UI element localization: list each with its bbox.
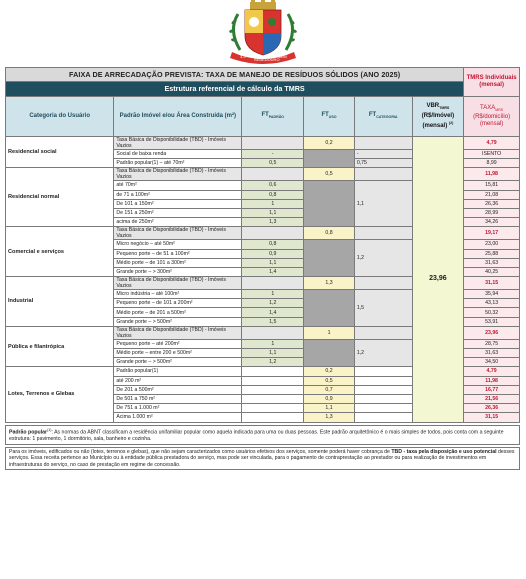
- ft-padrao-cell: 1,1: [242, 208, 304, 217]
- ft-categoria-cell: -: [354, 150, 412, 159]
- description-cell: Médio porte – entre 200 e 500m²: [114, 349, 242, 358]
- ft-categoria-cell: 1,5: [354, 290, 412, 327]
- description-cell: Médio porte – de 101 a 300m²: [114, 258, 242, 267]
- category-cell: Comercial e serviços: [6, 227, 114, 277]
- ft-padrao-cell: 1: [242, 199, 304, 208]
- ft-categoria-cell: [354, 404, 412, 413]
- description-cell: até 70m²: [114, 181, 242, 190]
- ft-uso-cell: 0,5: [304, 376, 355, 385]
- tmrs-cell: 28,99: [464, 208, 520, 217]
- tmrs-top-header: TMRS Individuais (mensal): [464, 68, 520, 97]
- description-cell: Pequeno porte – de 101 a 200m²: [114, 299, 242, 308]
- description-cell: De 101 a 150m²: [114, 199, 242, 208]
- ft-padrao-cell: [242, 376, 304, 385]
- description-cell: De 751 a 1.000 m²: [114, 404, 242, 413]
- ft-padrao-cell: 1,3: [242, 218, 304, 227]
- ft-padrao-cell: [242, 367, 304, 376]
- tmrs-cell: 31,15: [464, 277, 520, 290]
- description-cell: Grande porte – > 300m²: [114, 267, 242, 276]
- ft-padrao-cell: 0,6: [242, 181, 304, 190]
- ft-padrao-cell: 1: [242, 290, 304, 299]
- description-cell: Pequeno porte – até 200m²: [114, 339, 242, 348]
- ft-categoria-cell: [354, 413, 412, 422]
- ft-categoria-cell: 1,2: [354, 240, 412, 277]
- footnote-padrao-popular: Padrão popular$^{(1)}$: As normas da ABNT classificam a residência unifamiliar popular como aquela indicada para uma ou duas pessoas. Este padrão arquitetônico é o mais simples de todos, pois conta com a seguinte estrutura: 1 pavimento, 1 dormitório, sala, banheiro e cozinha.: [5, 425, 520, 445]
- category-cell: Residencial normal: [6, 168, 114, 227]
- description-cell: Social de baixa renda: [114, 150, 242, 159]
- description-cell: Micro indústria – até 100m²: [114, 290, 242, 299]
- svg-text:SEBEDOURO: SEBEDOURO: [254, 57, 280, 62]
- tmrs-cell: 50,32: [464, 308, 520, 317]
- description-cell: Padrão popular(1): [114, 367, 242, 376]
- description-cell: Taxa Básica de Disponibilidade (TBD) - Imóveis Vazios: [114, 137, 242, 150]
- header-categoria: Categoria do Usuário: [6, 97, 114, 137]
- ft-categoria-cell: [354, 367, 412, 376]
- svg-text:3-5: 3-5: [240, 54, 246, 59]
- description-cell: Grande porte – > 500m²: [114, 317, 242, 326]
- ft-padrao-cell: [242, 137, 304, 150]
- tmrs-cell: 40,25: [464, 267, 520, 276]
- tmrs-cell: 19,17: [464, 227, 520, 240]
- description-cell: Padrão popular(1) – até 70m²: [114, 159, 242, 168]
- crown-icon: [250, 0, 276, 10]
- tmrs-cell: 21,56: [464, 394, 520, 403]
- ft-padrao-cell: 1,4: [242, 308, 304, 317]
- ft-padrao-cell: [242, 394, 304, 403]
- category-cell: Lotes, Terrenos e Glebas: [6, 367, 114, 422]
- ft-uso-cell: [304, 181, 355, 227]
- ft-padrao-cell: [242, 168, 304, 181]
- tmrs-cell: 11,98: [464, 168, 520, 181]
- tmrs-cell: 21,08: [464, 190, 520, 199]
- tmrs-cell: 25,88: [464, 249, 520, 258]
- laurel-left-icon: [229, 14, 240, 50]
- ft-categoria-cell: [354, 376, 412, 385]
- ft-uso-cell: 0,2: [304, 367, 355, 376]
- ft-uso-cell: 0,2: [304, 137, 355, 150]
- laurel-right-icon: [286, 14, 297, 50]
- tmrs-cell: 28,75: [464, 339, 520, 348]
- ft-uso-cell: 1,3: [304, 277, 355, 290]
- tmrs-cell: 53,91: [464, 317, 520, 326]
- ft-padrao-cell: 0,9: [242, 249, 304, 258]
- tmrs-cell: ISENTO: [464, 150, 520, 159]
- ft-uso-cell: 1,3: [304, 413, 355, 422]
- ft-uso-cell: [304, 290, 355, 327]
- tmrs-cell: 34,50: [464, 358, 520, 367]
- tmrs-table: [5, 67, 520, 423]
- description-cell: Grande porte – > 500m²: [114, 358, 242, 367]
- table-title: FAIXA DE ARRECADAÇÃO PREVISTA: TAXA DE MANEJO DE RESÍDUOS SÓLIDOS (ANO 2025): [6, 68, 464, 82]
- ft-padrao-cell: 1,1: [242, 349, 304, 358]
- ft-uso-cell: 1,1: [304, 404, 355, 413]
- ft-uso-cell: [304, 240, 355, 277]
- table-row: [6, 137, 520, 150]
- description-cell: Taxa Básica de Disponibilidade (TBD) - Imóveis Vazios: [114, 326, 242, 339]
- municipal-crest: [218, 0, 308, 64]
- category-cell: Industrial: [6, 277, 114, 327]
- table-subtitle: Estrutura referencial de cálculo da TMRS: [6, 82, 464, 97]
- tmrs-cell: 31,63: [464, 258, 520, 267]
- ft-uso-cell: [304, 150, 355, 168]
- description-cell: Taxa Básica de Disponibilidade (TBD) - Imóveis Vazios: [114, 277, 242, 290]
- tmrs-cell: 43,13: [464, 299, 520, 308]
- tmrs-cell: 31,15: [464, 413, 520, 422]
- ft-categoria-cell: [354, 277, 412, 290]
- ft-categoria-cell: 1,2: [354, 339, 412, 367]
- ft-padrao-cell: [242, 413, 304, 422]
- shield-icon: [245, 10, 281, 55]
- header-padrao: Padrão Imóvel e/ou Área Construída (m²): [114, 97, 242, 137]
- ft-padrao-cell: 1,4: [242, 267, 304, 276]
- ft-padrao-cell: 1,1: [242, 258, 304, 267]
- description-cell: Micro negócio – até 50m²: [114, 240, 242, 249]
- description-cell: Acima 1.000 m²: [114, 413, 242, 422]
- tmrs-cell: 15,81: [464, 181, 520, 190]
- ft-categoria-cell: 1,1: [354, 181, 412, 227]
- ft-padrao-cell: [242, 277, 304, 290]
- description-cell: até 200 m²: [114, 376, 242, 385]
- header-vbr: $VBR_{TMRS}$ (R$/Imóvel) (mensal) $^{(2)}$: [412, 97, 464, 137]
- ft-categoria-cell: [354, 168, 412, 181]
- ft-padrao-cell: [242, 385, 304, 394]
- ft-padrao-cell: 0,8: [242, 190, 304, 199]
- description-cell: Taxa Básica de Disponibilidade (TBD) - Imóveis Vazios: [114, 168, 242, 181]
- ft-categoria-cell: [354, 394, 412, 403]
- ft-uso-cell: 0,7: [304, 385, 355, 394]
- ft-padrao-cell: 1,2: [242, 358, 304, 367]
- ft-categoria-cell: 0,75: [354, 159, 412, 168]
- vbr-cell: 23,96: [412, 137, 464, 423]
- description-cell: acima de 250m²: [114, 218, 242, 227]
- description-cell: Pequeno porte – de 51 a 100m²: [114, 249, 242, 258]
- description-cell: De 201 a 500m²: [114, 385, 242, 394]
- header-ft-uso: $FT_{USO}$: [304, 97, 355, 137]
- ft-padrao-cell: 1,5: [242, 317, 304, 326]
- ft-categoria-cell: [354, 137, 412, 150]
- tmrs-cell: 23,96: [464, 326, 520, 339]
- ft-padrao-cell: 1,2: [242, 299, 304, 308]
- ft-padrao-cell: -: [242, 150, 304, 159]
- description-cell: De 501 a 750 m²: [114, 394, 242, 403]
- tmrs-cell: 35,94: [464, 290, 520, 299]
- svg-text:1894: 1894: [278, 54, 287, 59]
- ft-categoria-cell: [354, 326, 412, 339]
- tmrs-cell: 31,63: [464, 349, 520, 358]
- ft-uso-cell: 0,8: [304, 227, 355, 240]
- header-ft-padrao: $FT_{PADRÃO}$: [242, 97, 304, 137]
- ft-uso-cell: 0,5: [304, 168, 355, 181]
- header-ft-categoria: $FT_{CATEGORIA}$: [354, 97, 412, 137]
- tmrs-cell: 26,36: [464, 404, 520, 413]
- ft-padrao-cell: 0,8: [242, 240, 304, 249]
- tmrs-cell: 34,26: [464, 218, 520, 227]
- ft-padrao-cell: 1: [242, 339, 304, 348]
- category-cell: Pública e filantrópica: [6, 326, 114, 367]
- tmrs-cell: 16,77: [464, 385, 520, 394]
- ft-padrao-cell: 0,5: [242, 159, 304, 168]
- tmrs-cell: 23,00: [464, 240, 520, 249]
- description-cell: Médio porte – de 201 a 500m²: [114, 308, 242, 317]
- ft-uso-cell: 0,9: [304, 394, 355, 403]
- tmrs-cell: 26,36: [464, 199, 520, 208]
- tmrs-cell: 4,79: [464, 137, 520, 150]
- ft-categoria-cell: [354, 385, 412, 394]
- header-tmrs: $TAXA_{MRS}$ (R$/domicílio) (mensal): [464, 97, 520, 137]
- ft-uso-cell: [304, 339, 355, 367]
- ft-padrao-cell: [242, 227, 304, 240]
- tmrs-cell: 4,79: [464, 367, 520, 376]
- description-cell: De 151 a 250m²: [114, 208, 242, 217]
- description-cell: Taxa Básica de Disponibilidade (TBD) - Imóveis Vazios: [114, 227, 242, 240]
- tmrs-cell: 11,98: [464, 376, 520, 385]
- ft-padrao-cell: [242, 326, 304, 339]
- ft-categoria-cell: [354, 227, 412, 240]
- ft-uso-cell: 1: [304, 326, 355, 339]
- description-cell: de 71 a 100m²: [114, 190, 242, 199]
- ft-padrao-cell: [242, 404, 304, 413]
- footnote-tbd: Para os imóveis, edificados ou não (lotes, terrenos e glebas), que não sejam caracterizados como usuários efetivos dos serviços, somente poderá haver cobrança de TBD - taxa pela disposição e uso potencial desses serviços. Essa receita pertence ao Município ou à entidade pública prestadora do serviço, mas pode ser vinculada, para o pagamento de contraprestação ao prestador ou para realização de investimentos em infraestruturas do serviço, no caso de prestação em regime de concessão.: [5, 447, 520, 470]
- category-cell: Residencial social: [6, 137, 114, 168]
- tmrs-cell: 8,99: [464, 159, 520, 168]
